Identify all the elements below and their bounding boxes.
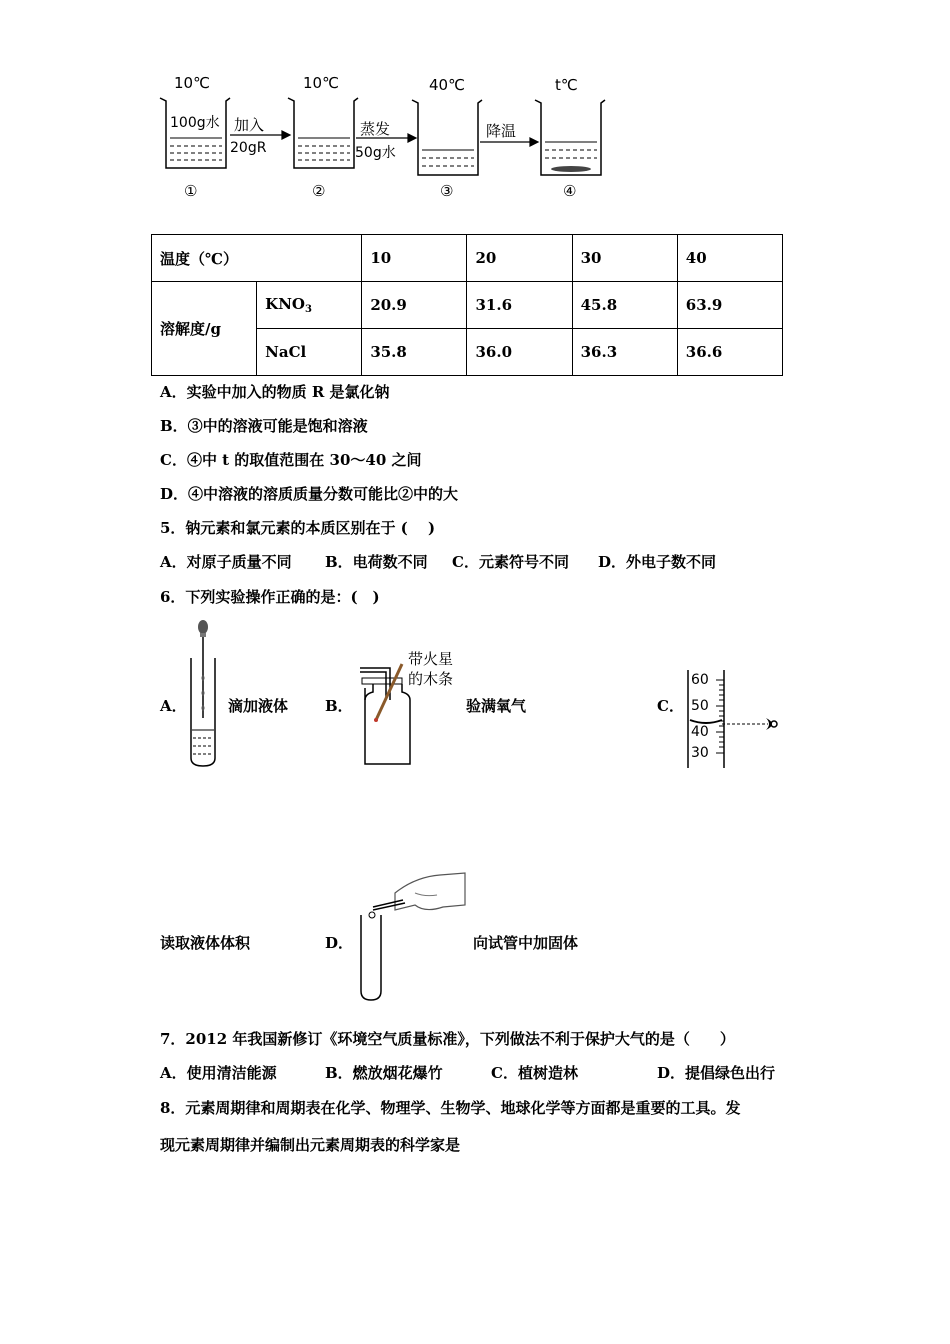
q6-stem: 6．下列实验操作正确的是：( ): [160, 588, 380, 606]
beaker-2: [288, 98, 358, 168]
beaker-2-temp: 10℃: [303, 74, 339, 92]
q7-option-a: A．使用清洁能源: [160, 1064, 277, 1082]
beaker-4: [535, 100, 605, 175]
q4-option-c: C．④中 t 的取值范围在 30～40 之间: [160, 451, 422, 469]
splint-label-1: 带火星: [408, 650, 454, 668]
table-row-name: [257, 282, 362, 329]
q6-b-text: 验满氧气: [466, 697, 527, 715]
table-header-cell: 20: [467, 235, 572, 282]
q8-line-1: 8．元素周期律和周期表在化学、物理学、生物学、地球化学等方面都是重要的工具。发: [160, 1099, 741, 1117]
beaker-1-content: 100g水: [170, 115, 220, 131]
q4-option-a: A．实验中加入的物质 R 是氯化钠: [160, 383, 390, 401]
q5-option-a: A．对原子质量不同: [160, 553, 292, 571]
cylinder-tick-40: 40: [691, 724, 709, 740]
table-cell: 35.8: [362, 329, 467, 376]
dropper-figure: [186, 618, 222, 768]
arrow-3-top: 降温: [486, 122, 517, 140]
q5-option-b: B．电荷数不同: [325, 553, 428, 571]
test-tube-solid-figure: [355, 865, 470, 1005]
beaker-3: [412, 100, 482, 175]
beaker-4-temp: t℃: [555, 76, 578, 94]
table-header-cell: 40: [677, 235, 782, 282]
kno3-name: KNO: [265, 295, 305, 313]
q8-line-2: 现元素周期律并编制出元素周期表的科学家是: [160, 1136, 461, 1154]
table-group-label: 溶解度/g: [152, 282, 257, 376]
table-header-cell: 30: [572, 235, 677, 282]
arrow-2-bottom: 50g水: [355, 145, 396, 161]
q6-c-letter: C．: [657, 697, 684, 715]
arrow-1-top: 加入: [234, 116, 265, 134]
beaker-3-num: ③: [440, 182, 454, 200]
table-row-name: NaCl: [257, 329, 362, 376]
q6-d-letter: D．: [325, 934, 354, 952]
table-row: [152, 282, 783, 329]
kno3-subscript: 3: [304, 304, 312, 315]
solubility-table: [151, 234, 783, 376]
q6-a-letter: A．: [160, 697, 187, 715]
beaker-4-num: ④: [563, 182, 577, 200]
table-cell: 36.6: [677, 329, 782, 376]
table-header-cell: 10: [362, 235, 467, 282]
q7-option-d: D．提倡绿色出行: [657, 1064, 776, 1082]
q4-option-b: B．③中的溶液可能是饱和溶液: [160, 417, 368, 435]
cylinder-tick-30: 30: [691, 745, 709, 761]
q5-option-c: C．元素符号不同: [452, 553, 569, 571]
table-cell: 20.9: [362, 282, 467, 329]
table-header-row: [152, 235, 783, 282]
table-header-label: 温度（℃）: [152, 235, 362, 282]
q7-option-b: B．燃放烟花爆竹: [325, 1064, 443, 1082]
q7-option-c: C．植树造林: [491, 1064, 578, 1082]
q6-a-text: 滴加液体: [228, 697, 289, 715]
beaker-1-num: ①: [184, 182, 198, 200]
splint-label-2: 的木条: [408, 670, 454, 688]
q6-d-text: 向试管中加固体: [473, 934, 579, 952]
q4-option-d: D．④中溶液的溶质质量分数可能比②中的大: [160, 485, 459, 503]
beaker-1: [160, 98, 230, 168]
beaker-3-temp: 40℃: [429, 76, 465, 94]
beaker-1-temp: 10℃: [174, 74, 210, 92]
q7-stem: 7．2012 年我国新修订《环境空气质量标准》，下列做法不利于保护大气的是（ ）: [160, 1030, 735, 1048]
table-cell: 63.9: [677, 282, 782, 329]
arrow-2-top: 蒸发: [360, 120, 391, 138]
q5-stem: 5．钠元素和氯元素的本质区别在于 ( ): [160, 519, 436, 537]
table-cell: 36.0: [467, 329, 572, 376]
q6-b-letter: B．: [325, 697, 353, 715]
table-cell: 31.6: [467, 282, 572, 329]
cylinder-tick-60: 60: [691, 672, 709, 688]
q6-c-text: 读取液体体积: [160, 934, 251, 952]
cylinder-tick-50: 50: [691, 698, 709, 714]
beaker-2-num: ②: [312, 182, 326, 200]
q5-option-d: D．外电子数不同: [598, 553, 717, 571]
table-cell: 36.3: [572, 329, 677, 376]
arrow-1-bottom: 20gR: [230, 140, 267, 156]
table-cell: 45.8: [572, 282, 677, 329]
